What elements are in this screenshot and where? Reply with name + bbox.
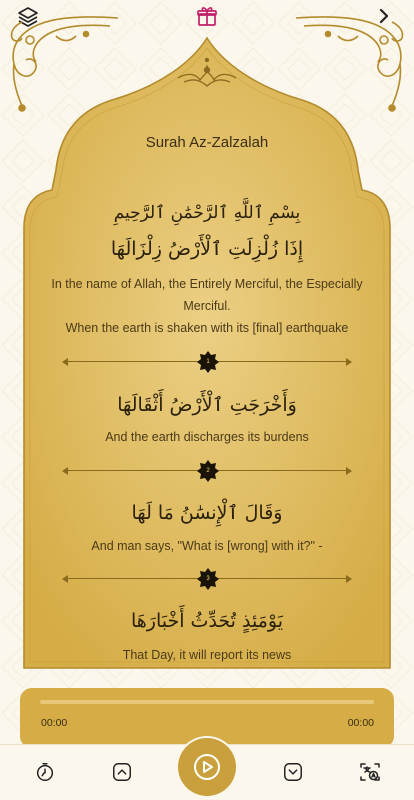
translate-button[interactable] (357, 759, 383, 785)
ayah-number-badge: 2 (197, 460, 219, 482)
ayah-arabic: وَأَخْرَجَتِ ٱلْأَرْضُ أَثْقَالَهَا (117, 394, 297, 416)
ayah-number-badge: 1 (197, 351, 219, 373)
ayah-divider (62, 462, 352, 480)
ayah-divider (62, 353, 352, 371)
play-icon (192, 752, 222, 782)
translate-icon (358, 760, 382, 784)
ayah-arabic: إِذَا زُلْزِلَتِ ٱلْأَرْضُ زِلْزَالَهَا (110, 238, 304, 260)
basmala-arabic: بِسْمِ ٱللَّهِ ٱلرَّحْمَٰنِ ٱلرَّحِيمِ (113, 203, 301, 223)
chevron-up-icon (111, 761, 133, 783)
current-time: 00:00 (41, 717, 68, 729)
next-ayah-button[interactable] (280, 759, 306, 785)
basmala-translation: In the name of Allah, the Entirely Merciful, the Especially Merciful. (51, 277, 363, 313)
play-button[interactable] (178, 738, 236, 796)
timer-button[interactable] (32, 759, 58, 785)
ayah-divider (62, 570, 352, 588)
ayah-translation: And man says, "What is [wrong] with it?" - (91, 539, 323, 553)
timer-icon (34, 761, 56, 783)
ayah-arabic: يَوْمَئِذٍ تُحَدِّثُ أَخْبَارَهَا (130, 610, 283, 632)
ayah-arabic: وَقَالَ ٱلْإِنسَٰنُ مَا لَهَا (131, 502, 283, 524)
ayah-number-badge: 3 (197, 568, 219, 590)
surah-title: Surah Az-Zalzalah (145, 134, 269, 151)
ayah-translation: That Day, it will report its news (122, 648, 292, 662)
chevron-down-icon (282, 761, 304, 783)
previous-ayah-button[interactable] (109, 759, 135, 785)
ayah-translation: And the earth discharges its burdens (105, 430, 309, 444)
total-time: 00:00 (347, 717, 374, 729)
ayah-translation: When the earth is shaken with its [final] earthquake (65, 321, 349, 335)
audio-progress-track[interactable] (40, 700, 374, 704)
ayah-card (20, 110, 394, 668)
